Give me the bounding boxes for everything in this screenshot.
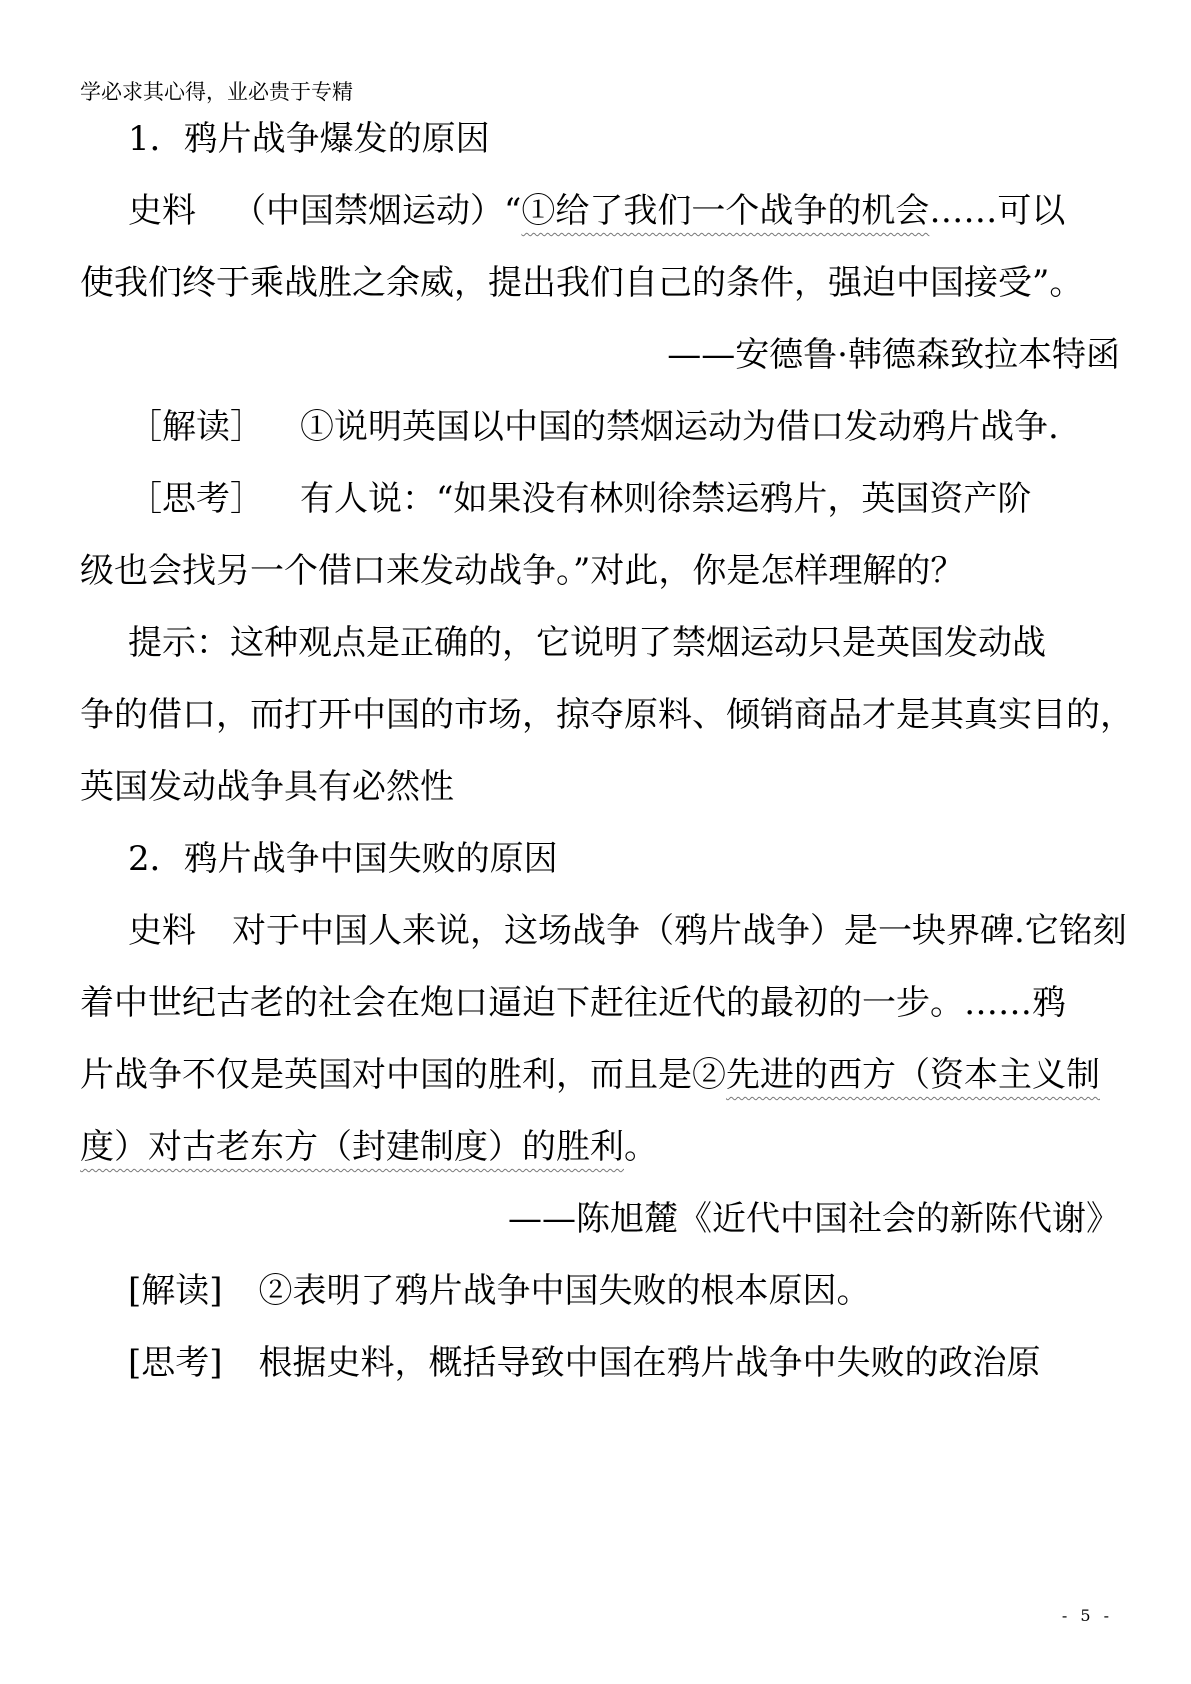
section1-source-line1 xyxy=(80,175,1120,247)
think-label: [思考] xyxy=(128,1343,223,1383)
section2-source-line2: 着中世纪古老的社会在炮口逼迫下赶往近代的最初的一步。……鸦 xyxy=(80,983,1066,1023)
source-text-post: 。 xyxy=(624,1127,658,1167)
marked-quote-2b: 度）对古老东方（封建制度）的胜利 xyxy=(80,1127,624,1167)
section2-think-line1 xyxy=(80,1327,1120,1399)
section2-heading: 2．鸦片战争中国失败的原因 xyxy=(128,839,558,879)
section2-source-line3 xyxy=(80,1039,1120,1111)
section2-interpretation xyxy=(80,1255,1120,1327)
section1-source-line2: 使我们终于乘战胜之余威，提出我们自己的条件，强迫中国接受”。 xyxy=(80,263,1084,303)
interpret-label: [解读] xyxy=(128,1271,223,1311)
source-text-pre: （中国禁烟运动）“ xyxy=(232,191,522,231)
section1-hint-line3: 英国发动战争具有必然性 xyxy=(80,767,454,807)
section1-heading: 1．鸦片战争爆发的原因 xyxy=(128,119,490,159)
marked-quote-1: ①给了我们一个战争的机会 xyxy=(521,191,930,231)
think-text: 有人说：“如果没有林则徐禁运鸦片，英国资产阶 xyxy=(300,479,1032,519)
section1-hint-line1: 提示：这种观点是正确的，它说明了禁烟运动只是英国发动战 xyxy=(128,623,1046,663)
section1-interpretation xyxy=(80,391,1120,463)
source-text: 对于中国人来说，这场战争（鸦片战争）是一块界碑.它铭刻 xyxy=(232,911,1127,951)
section1-think-line1 xyxy=(80,463,1120,535)
interpret-text: ②表明了鸦片战争中国失败的根本原因。 xyxy=(258,1271,871,1311)
source-text-pre: 片战争不仅是英国对中国的胜利，而且是② xyxy=(80,1055,726,1095)
interpret-text: ①说明英国以中国的禁烟运动为借口发动鸦片战争. xyxy=(300,407,1059,447)
marked-quote-2a: 先进的西方（资本主义制 xyxy=(726,1055,1100,1095)
section2-source-line4 xyxy=(80,1111,1120,1183)
section2-source-line1 xyxy=(80,895,1127,967)
section1-think-line2: 级也会找另一个借口来发动战争。”对此，你是怎样理解的？ xyxy=(80,551,965,591)
source-label: 史料 xyxy=(128,191,196,231)
section1-attribution: ——安德鲁·韩德森致拉本特函 xyxy=(667,335,1120,375)
section1-hint-line2: 争的借口，而打开中国的市场，掠夺原料、倾销商品才是其真实目的， xyxy=(80,695,1134,735)
think-label: ［思考］ xyxy=(128,479,264,519)
interpret-label: ［解读］ xyxy=(128,407,264,447)
page-number: - 5 - xyxy=(1061,1606,1113,1625)
header-motto: 学必求其心得，业必贵于专精 xyxy=(80,80,353,104)
source-label: 史料 xyxy=(128,911,196,951)
source-text-post: ……可以 xyxy=(929,191,1066,231)
document-body xyxy=(80,103,1134,1399)
think-text: 根据史料，概括导致中国在鸦片战争中失败的政治原 xyxy=(258,1343,1041,1383)
section2-attribution: ——陈旭麓《近代中国社会的新陈代谢》 xyxy=(508,1199,1120,1239)
